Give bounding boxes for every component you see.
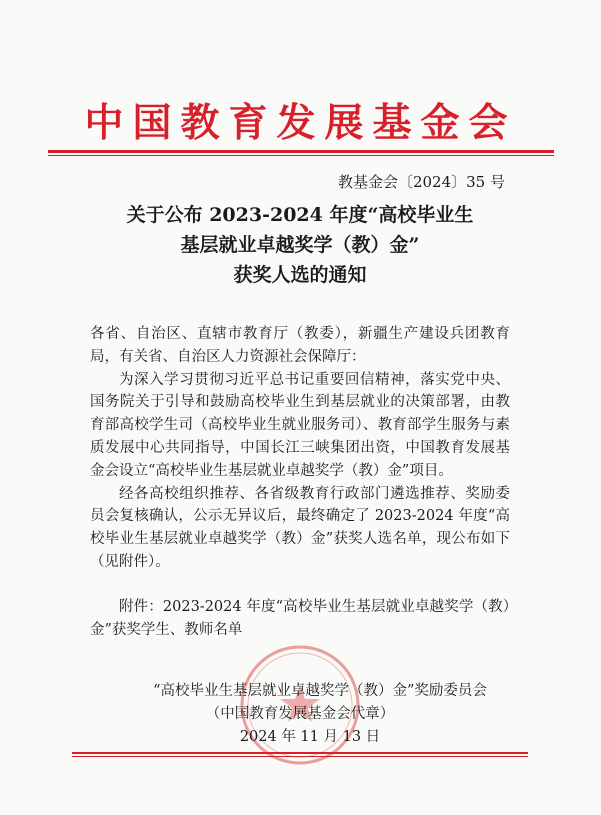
title-line: 关于公布 2023-2024 年度“高校毕业生 bbox=[126, 204, 474, 226]
proxy-note: （中国教育发展基金会代章） bbox=[205, 705, 395, 722]
signature-block bbox=[90, 680, 510, 748]
header-rule bbox=[48, 150, 554, 153]
footer-rule bbox=[72, 752, 528, 754]
document-body bbox=[90, 323, 510, 641]
header-rule-thin bbox=[48, 155, 554, 156]
org-masthead: 中国教育发展基金会 bbox=[84, 100, 517, 146]
paragraph-result: 经各高校组织推荐、各省级教育行政部门遴选推荐、奖励委员会复核确认，公示无异议后，最终确定了 2023-2024 年度“高校毕业生基层就业卓越奖学（教）金”获奖人选名单，现公布如下（见附件）。 bbox=[90, 485, 510, 570]
footer-rule-thin bbox=[72, 756, 528, 757]
document-number: 教基金会〔2024〕35 号 bbox=[337, 173, 505, 191]
document-title bbox=[60, 200, 540, 290]
committee-name: “高校毕业生基层就业卓越奖学（教）金”奖励委员会 bbox=[153, 683, 487, 699]
title-line: 获奖人选的通知 bbox=[233, 264, 367, 286]
paragraph-intro: 为深入学习贯彻习近平总书记重要回信精神，落实党中央、国务院关于引导和鼓励高校毕业生到基层就业的决策部署，由教育部高校学生司（高校毕业生就业服务司）、教育部学生服务与素质发展中心共同指导，中国长江三峡集团出资，中国教育发展基金会设立“高校毕业生基层就业卓越奖学（教）金”项目。 bbox=[90, 371, 510, 479]
issue-date: 2024 年 11 月 13 日 bbox=[239, 728, 381, 745]
salutation: 各省、自治区、直辖市教育厅（教委），新疆生产建设兵团教育局，有关省、自治区人力资源社会保障厅： bbox=[90, 326, 510, 365]
title-line: 基层就业卓越奖学（教）金” bbox=[180, 234, 420, 256]
attachment-note: 附件：2023-2024 年度“高校毕业生基层就业卓越奖学（教）金”获奖学生、教师名单 bbox=[90, 598, 510, 638]
